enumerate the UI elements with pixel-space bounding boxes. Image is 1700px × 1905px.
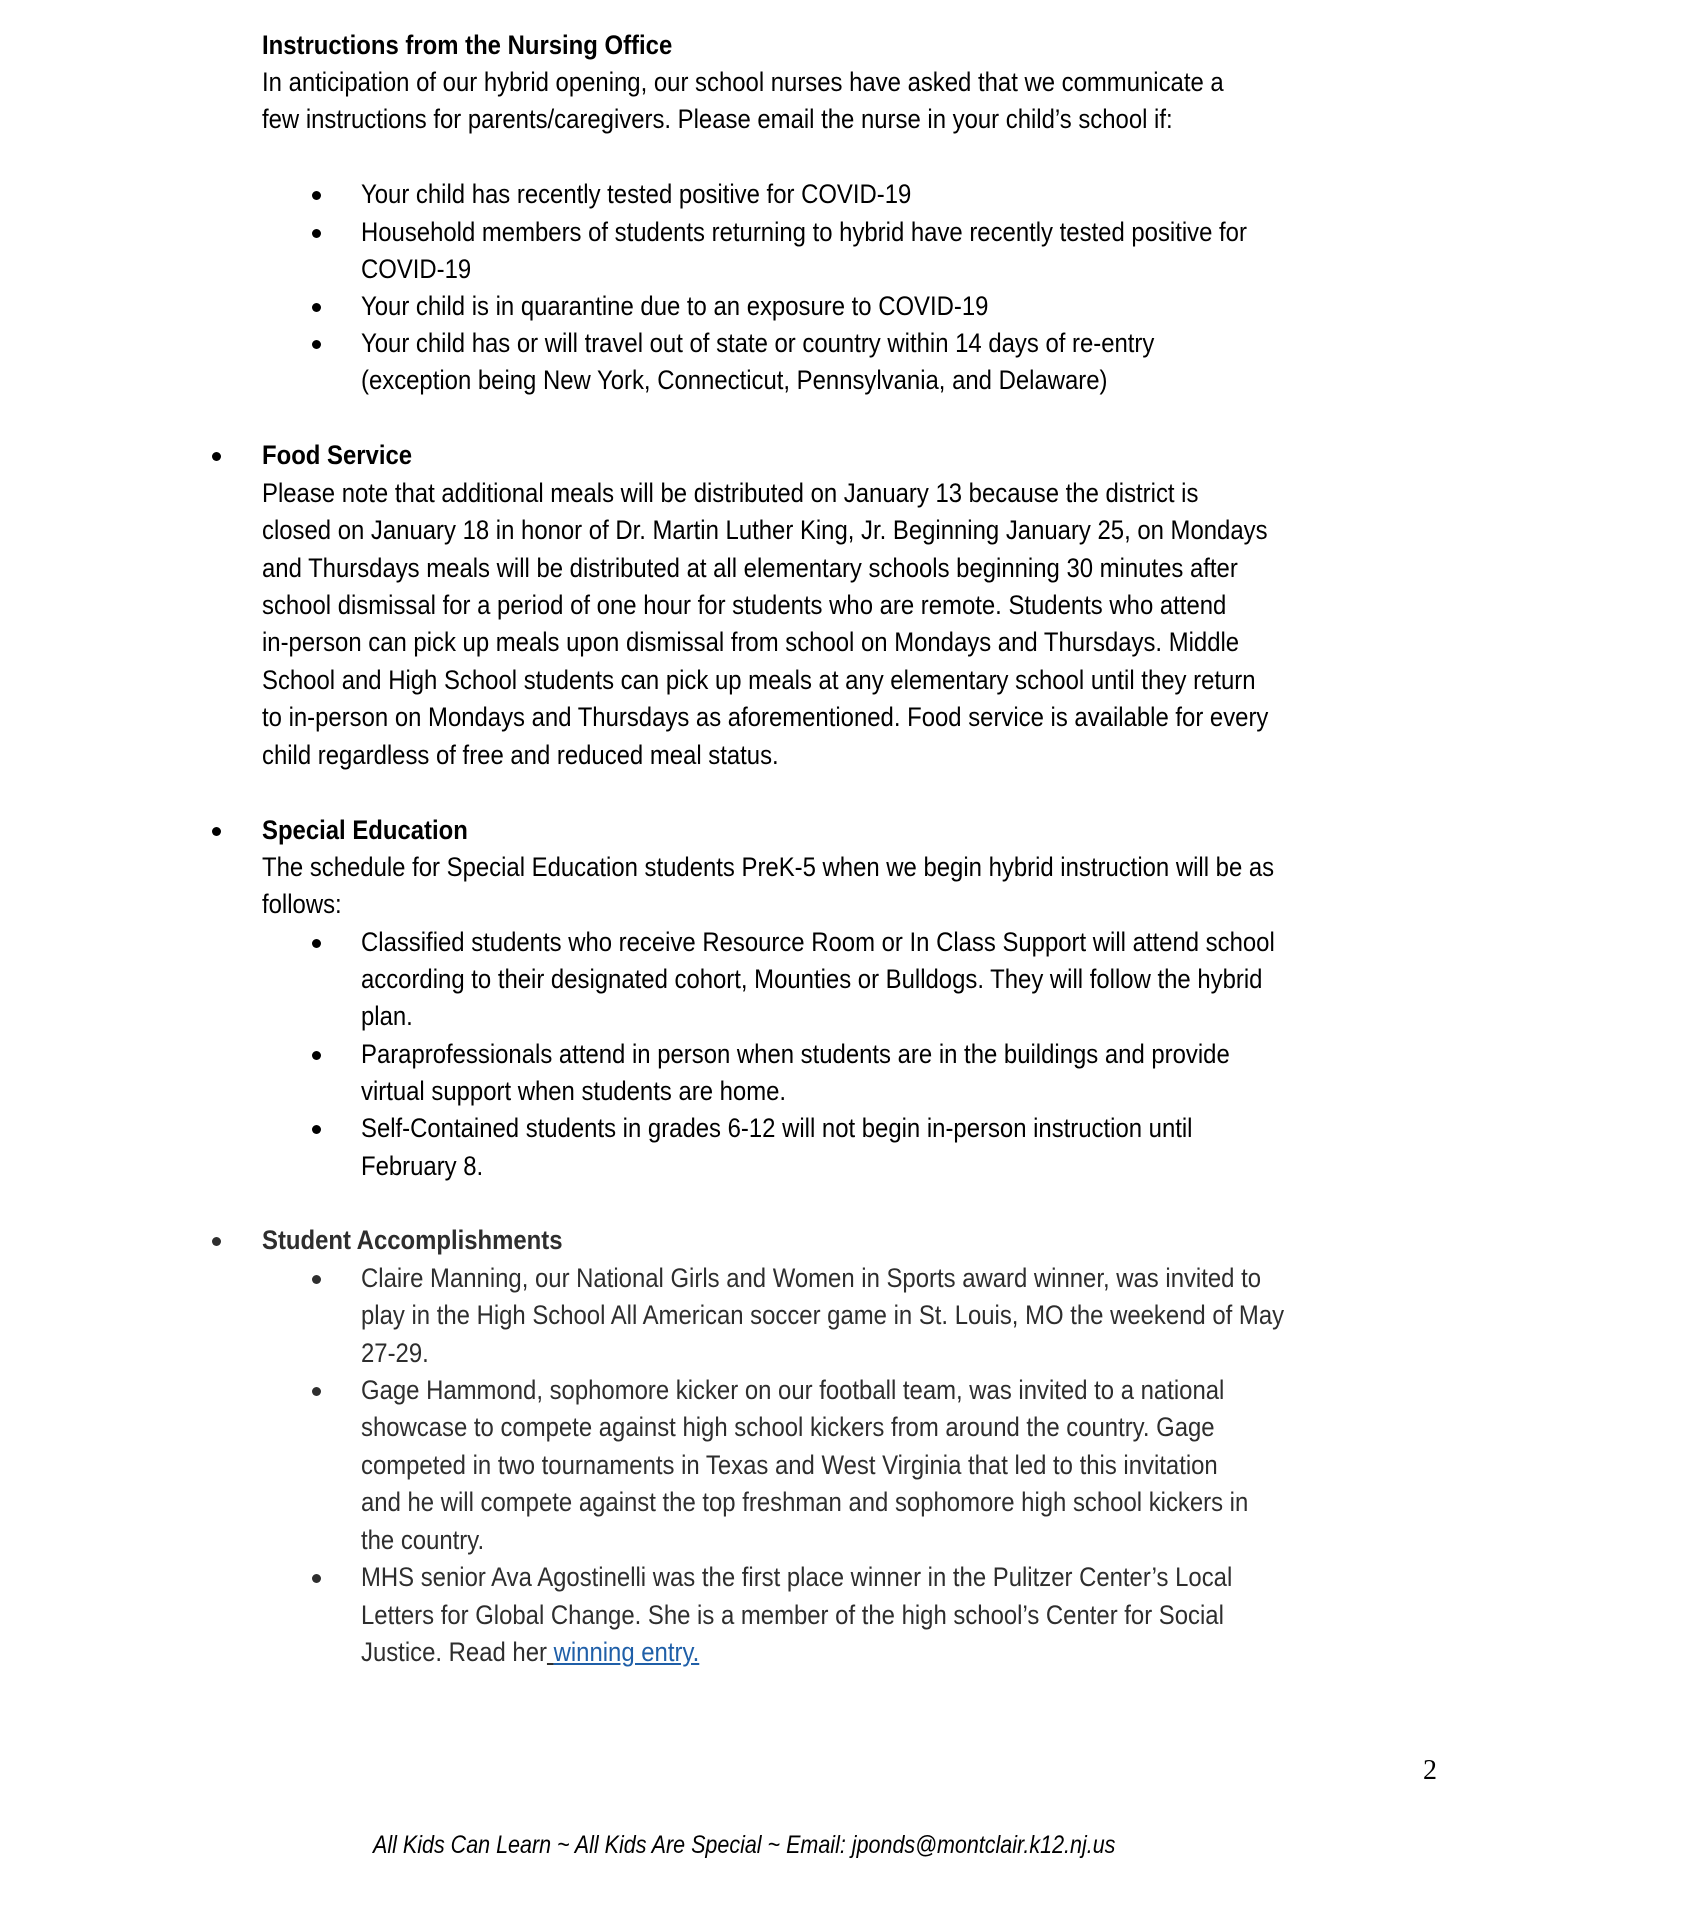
food-service-line: to in-person on Mondays and Thursdays as aforementioned. Food service is available for every: [262, 702, 1269, 732]
bullet-icon: [212, 452, 221, 461]
bullet-icon: [312, 340, 321, 349]
nursing-bullet-text: Your child is in quarantine due to an exposure to COVID-19: [361, 291, 989, 321]
food-service-line: in-person can pick up meals upon dismissal from school on Mondays and Thursdays. Middle: [262, 627, 1240, 657]
nursing-intro-line: few instructions for parents/caregivers. Please email the nurse in your child’s school if:: [262, 104, 1173, 134]
bullet-icon: [312, 1275, 321, 1284]
nursing-bullet-text: Your child has or will travel out of state or country within 14 days of re-entry: [361, 328, 1155, 358]
nursing-bullet-text: Your child has recently tested positive for COVID-19: [361, 179, 912, 209]
nursing-intro-line: In anticipation of our hybrid opening, our school nurses have asked that we communicate a: [262, 67, 1224, 97]
accomplishment-last-line: [361, 1634, 699, 1671]
bullet-icon: [312, 303, 321, 312]
accomplishment-text: play in the High School All American soccer game in St. Louis, MO the weekend of May: [361, 1300, 1285, 1330]
special-education-bullet-text: according to their designated cohort, Mounties or Bulldogs. They will follow the hybrid: [361, 964, 1263, 994]
bullet-icon: [312, 229, 321, 238]
bullet-icon: [312, 191, 321, 200]
accomplishment-text: competed in two tournaments in Texas and West Virginia that led to this invitation: [361, 1450, 1218, 1480]
nursing-bullet-text: (exception being New York, Connecticut, Pennsylvania, and Delaware): [361, 365, 1108, 395]
special-education-bullet-text: Self-Contained students in grades 6-12 will not begin in-person instruction until: [361, 1113, 1193, 1143]
accomplishment-text: MHS senior Ava Agostinelli was the first place winner in the Pulitzer Center’s Local: [361, 1562, 1233, 1592]
accomplishments-heading: Student Accomplishments: [262, 1225, 563, 1255]
food-service-heading: Food Service: [262, 440, 413, 470]
food-service-line: closed on January 18 in honor of Dr. Martin Luther King, Jr. Beginning January 25, on Mondays: [262, 515, 1268, 545]
bullet-icon: [312, 1574, 321, 1583]
accomplishment-text: showcase to compete against high school kickers from around the country. Gage: [361, 1412, 1215, 1442]
bullet-icon: [312, 939, 321, 948]
special-education-heading: Special Education: [262, 815, 468, 845]
special-education-bullet-text: virtual support when students are home.: [361, 1076, 787, 1106]
footer-tagline: All Kids Can Learn ~ All Kids Are Special ~ Email: jponds@montclair.k12.nj.us: [373, 1831, 1116, 1859]
page-number: 2: [1423, 1755, 1437, 1786]
nursing-bullet-text: Household members of students returning to hybrid have recently tested positive for: [361, 217, 1247, 247]
accomplishment-text: Claire Manning, our National Girls and Women in Sports award winner, was invited to: [361, 1263, 1262, 1293]
accomplishment-text: Gage Hammond, sophomore kicker on our football team, was invited to a national: [361, 1375, 1225, 1405]
food-service-line: Please note that additional meals will be distributed on January 13 because the district is: [262, 478, 1199, 508]
bullet-icon: [212, 827, 221, 836]
food-service-line: school dismissal for a period of one hour for students who are remote. Students who attend: [262, 590, 1227, 620]
accomplishment-text: Justice. Read her: [361, 1637, 547, 1667]
special-education-intro-line: follows:: [262, 889, 342, 919]
special-education-bullet-text: Classified students who receive Resource Room or In Class Support will attend school: [361, 927, 1275, 957]
accomplishment-text: the country.: [361, 1525, 485, 1555]
special-education-bullet-text: February 8.: [361, 1151, 484, 1181]
bullet-icon: [212, 1237, 221, 1246]
special-education-bullet-text: plan.: [361, 1001, 413, 1031]
food-service-line: and Thursdays meals will be distributed at all elementary schools beginning 30 minutes after: [262, 553, 1238, 583]
accomplishment-text: and he will compete against the top freshman and sophomore high school kickers in: [361, 1487, 1249, 1517]
winning-entry-link[interactable]: winning entry.: [553, 1637, 700, 1667]
nursing-heading: Instructions from the Nursing Office: [262, 30, 673, 60]
bullet-icon: [312, 1125, 321, 1134]
bullet-icon: [312, 1387, 321, 1396]
accomplishment-text: Letters for Global Change. She is a member of the high school’s Center for Social: [361, 1600, 1224, 1630]
nursing-bullet-text: COVID-19: [361, 254, 472, 284]
bullet-icon: [312, 1051, 321, 1060]
food-service-line: School and High School students can pick up meals at any elementary school until they return: [262, 665, 1256, 695]
accomplishment-text: 27-29.: [361, 1338, 429, 1368]
food-service-line: child regardless of free and reduced meal status.: [262, 740, 779, 770]
special-education-bullet-text: Paraprofessionals attend in person when students are in the buildings and provide: [361, 1039, 1230, 1069]
special-education-intro-line: The schedule for Special Education students PreK-5 when we begin hybrid instruction will be as: [262, 852, 1275, 882]
